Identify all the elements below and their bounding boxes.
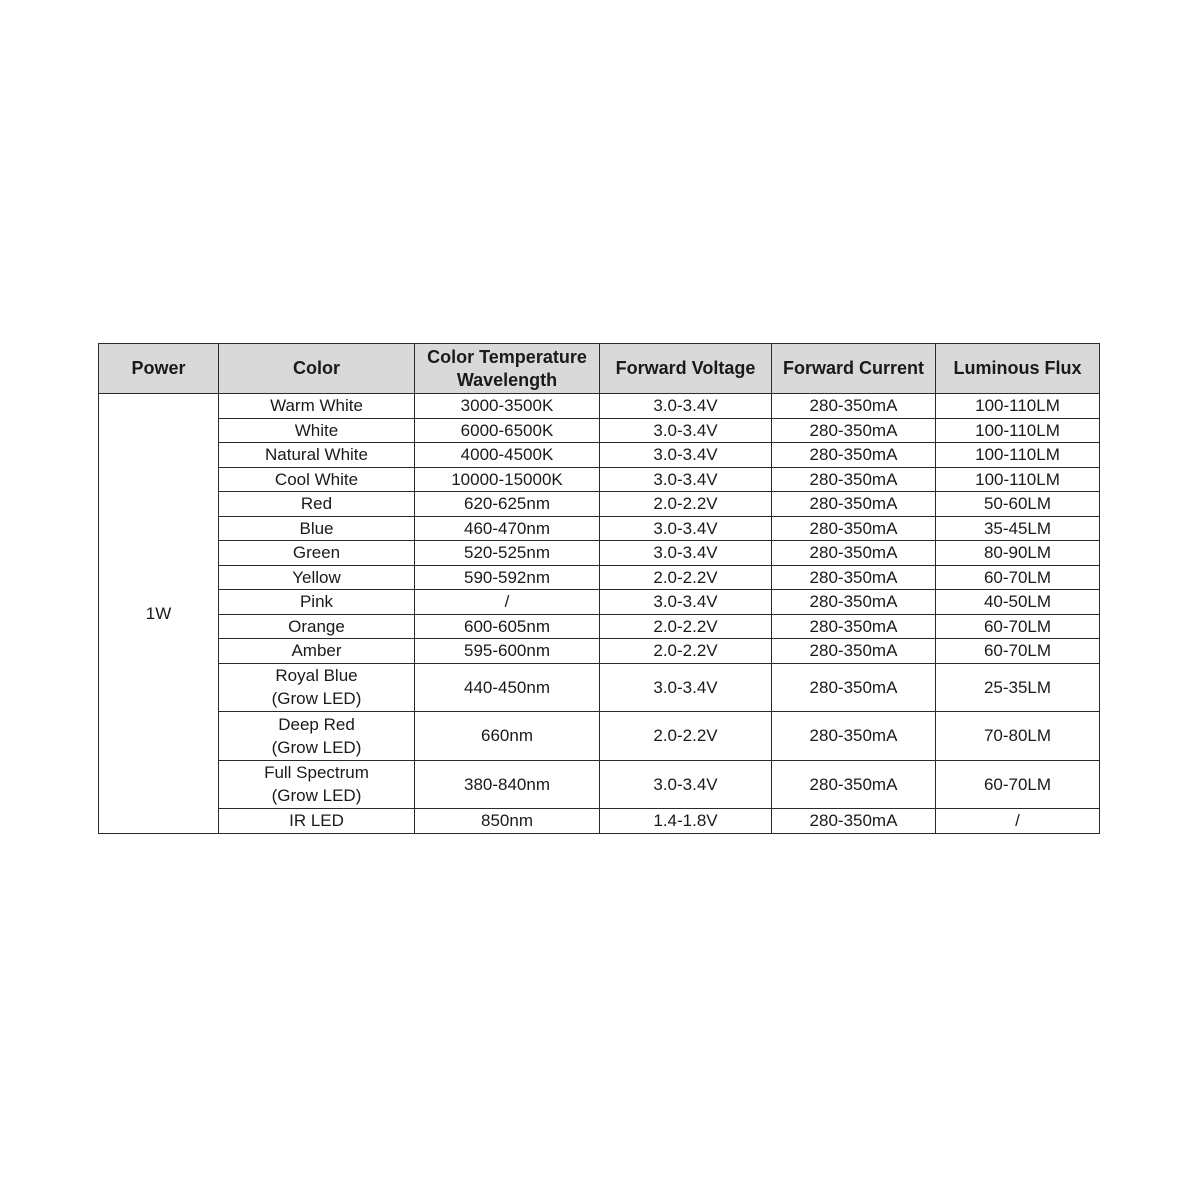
forward-voltage-cell: 2.0-2.2V [600,565,772,590]
luminous-flux-cell: 25-35LM [936,663,1100,712]
color-cell [219,760,415,809]
forward-voltage-cell: 3.0-3.4V [600,394,772,419]
header-row [99,344,1100,394]
forward-voltage-cell: 3.0-3.4V [600,443,772,468]
forward-current-cell: 280-350mA [772,760,936,809]
color-cell [219,590,415,615]
forward-current-cell: 280-350mA [772,614,936,639]
color-temperature-cell: 380-840nm [415,760,600,809]
table-row [99,809,1100,834]
color-cell-line: Deep Red [278,714,355,734]
table-row [99,418,1100,443]
table-row [99,712,1100,761]
luminous-flux-cell: 100-110LM [936,418,1100,443]
table-row [99,443,1100,468]
header-color-temperature [415,344,600,394]
power-cell: 1W [99,394,219,834]
table-row [99,492,1100,517]
color-temperature-cell: 590-592nm [415,565,600,590]
color-cell-line: Yellow [292,567,341,587]
luminous-flux-cell: 70-80LM [936,712,1100,761]
color-temperature-cell: 4000-4500K [415,443,600,468]
forward-current-cell: 280-350mA [772,663,936,712]
luminous-flux-cell: 60-70LM [936,565,1100,590]
forward-current-cell: 280-350mA [772,394,936,419]
luminous-flux-cell: 80-90LM [936,541,1100,566]
color-cell [219,712,415,761]
color-cell [219,809,415,834]
color-temperature-cell: 595-600nm [415,639,600,664]
color-temperature-cell: 620-625nm [415,492,600,517]
table-row [99,467,1100,492]
forward-voltage-cell: 3.0-3.4V [600,663,772,712]
color-cell [219,639,415,664]
color-cell-line: Full Spectrum [264,763,369,783]
forward-voltage-cell: 3.0-3.4V [600,516,772,541]
color-cell [219,443,415,468]
forward-voltage-cell: 2.0-2.2V [600,614,772,639]
color-cell [219,467,415,492]
color-temperature-cell: 660nm [415,712,600,761]
color-cell-line: (Grow LED) [271,689,362,709]
color-cell [219,663,415,712]
table-row [99,590,1100,615]
header-forward-voltage: Forward Voltage [600,344,772,394]
color-temperature-cell: 440-450nm [415,663,600,712]
luminous-flux-cell: 50-60LM [936,492,1100,517]
color-temperature-cell: 10000-15000K [415,467,600,492]
header-color: Color [219,344,415,394]
color-cell-line: Red [300,494,333,514]
color-cell-line: Royal Blue [275,666,358,686]
color-cell-line: Warm White [270,396,363,416]
header-luminous-flux: Luminous Flux [936,344,1100,394]
luminous-flux-cell: 100-110LM [936,443,1100,468]
forward-current-cell: 280-350mA [772,639,936,664]
table-row [99,639,1100,664]
header-color-temperature-line2: Wavelength [456,369,558,390]
luminous-flux-cell: 60-70LM [936,760,1100,809]
color-cell [219,565,415,590]
forward-voltage-cell: 2.0-2.2V [600,712,772,761]
forward-current-cell: 280-350mA [772,443,936,468]
color-cell-line: White [294,420,339,440]
luminous-flux-cell: 60-70LM [936,614,1100,639]
forward-current-cell: 280-350mA [772,492,936,517]
color-cell-line: Pink [299,592,334,612]
color-cell-line: Amber [291,641,342,661]
forward-current-cell: 280-350mA [772,467,936,492]
color-cell-line: Cool White [274,469,359,489]
forward-current-cell: 280-350mA [772,418,936,443]
color-temperature-cell: 3000-3500K [415,394,600,419]
color-cell-line: Orange [288,616,345,636]
forward-voltage-cell: 3.0-3.4V [600,418,772,443]
luminous-flux-cell: 60-70LM [936,639,1100,664]
forward-voltage-cell: 1.4-1.8V [600,809,772,834]
color-cell [219,614,415,639]
forward-current-cell: 280-350mA [772,541,936,566]
luminous-flux-cell: 100-110LM [936,394,1100,419]
color-temperature-cell: / [415,590,600,615]
color-cell [219,418,415,443]
forward-current-cell: 280-350mA [772,565,936,590]
color-temperature-cell: 520-525nm [415,541,600,566]
luminous-flux-cell: 100-110LM [936,467,1100,492]
forward-voltage-cell: 3.0-3.4V [600,590,772,615]
luminous-flux-cell: / [936,809,1100,834]
table-row [99,663,1100,712]
color-cell [219,394,415,419]
forward-voltage-cell: 3.0-3.4V [600,467,772,492]
forward-voltage-cell: 3.0-3.4V [600,760,772,809]
color-cell-line: (Grow LED) [271,737,362,757]
table-row [99,541,1100,566]
header-power: Power [99,344,219,394]
forward-voltage-cell: 2.0-2.2V [600,639,772,664]
forward-current-cell: 280-350mA [772,516,936,541]
header-color-temperature-line1: Color Temperature [427,346,587,367]
header-forward-current: Forward Current [772,344,936,394]
luminous-flux-cell: 35-45LM [936,516,1100,541]
table-row [99,760,1100,809]
color-temperature-cell: 850nm [415,809,600,834]
forward-current-cell: 280-350mA [772,809,936,834]
color-cell-line: Natural White [265,445,368,465]
forward-current-cell: 280-350mA [772,712,936,761]
led-spec-table [98,343,1100,834]
color-cell-line: (Grow LED) [271,786,362,806]
forward-current-cell: 280-350mA [772,590,936,615]
color-temperature-cell: 6000-6500K [415,418,600,443]
table-row [99,516,1100,541]
color-cell [219,516,415,541]
table-row [99,565,1100,590]
color-cell-line: IR LED [289,811,344,831]
color-cell-line: Blue [299,518,334,538]
forward-voltage-cell: 2.0-2.2V [600,492,772,517]
color-cell [219,541,415,566]
color-temperature-cell: 460-470nm [415,516,600,541]
table-row [99,614,1100,639]
table-body [99,394,1100,834]
color-cell-line: Green [292,543,341,563]
luminous-flux-cell: 40-50LM [936,590,1100,615]
color-cell [219,492,415,517]
table-row [99,394,1100,419]
color-temperature-cell: 600-605nm [415,614,600,639]
forward-voltage-cell: 3.0-3.4V [600,541,772,566]
